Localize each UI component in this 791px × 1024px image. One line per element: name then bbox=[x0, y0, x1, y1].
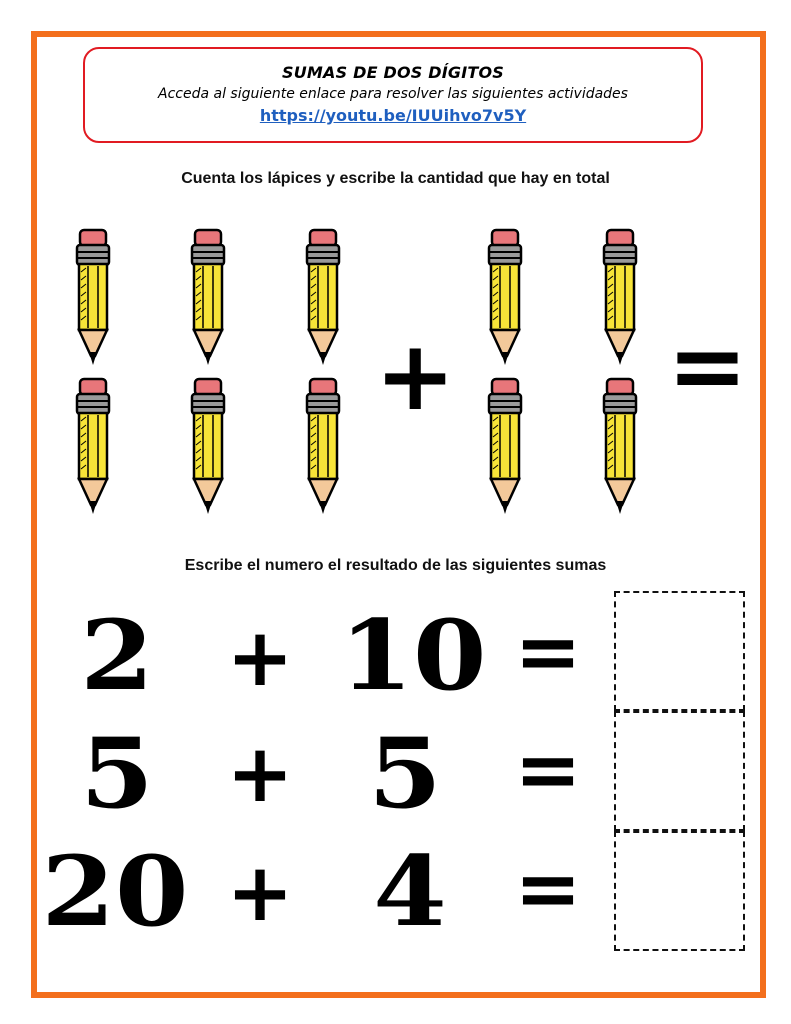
addend-a: 20 bbox=[41, 835, 189, 948]
instruction-sums: Escribe el numero el resultado de las siguientes sumas bbox=[184, 557, 607, 574]
answer-box[interactable] bbox=[614, 831, 745, 951]
pencil-icon bbox=[183, 377, 233, 517]
equals-sign: = bbox=[514, 723, 582, 816]
pencil-icon bbox=[595, 228, 645, 368]
equals-sign: = bbox=[514, 842, 582, 935]
pencil-icon bbox=[68, 377, 118, 517]
pencil-icon bbox=[480, 377, 530, 517]
addend-b: 5 bbox=[368, 717, 442, 830]
answer-box[interactable] bbox=[614, 711, 745, 831]
answer-box[interactable] bbox=[614, 591, 745, 711]
page-title: SUMAS DE DOS DÍGITOS bbox=[281, 63, 505, 82]
addend-b: 10 bbox=[339, 599, 487, 712]
plus-sign: + bbox=[226, 611, 294, 704]
plus-sign: + bbox=[375, 320, 456, 432]
pencil-icon bbox=[595, 377, 645, 517]
pencil-icon bbox=[480, 228, 530, 368]
addend-b: 4 bbox=[373, 835, 447, 948]
plus-sign: + bbox=[226, 846, 294, 939]
instruction-count-pencils: Cuenta los lápices y escribe la cantidad que hay en total bbox=[181, 170, 610, 187]
plus-sign: + bbox=[226, 727, 294, 820]
video-link[interactable]: https://youtu.be/IUUihvo7v5Y bbox=[259, 106, 527, 125]
equals-sign: = bbox=[667, 310, 748, 422]
pencil-icon bbox=[68, 228, 118, 368]
header-subtitle: Acceda al siguiente enlace para resolver las siguientes actividades bbox=[158, 86, 628, 102]
addend-a: 2 bbox=[80, 599, 154, 712]
pencil-icon bbox=[183, 228, 233, 368]
pencil-icon bbox=[298, 377, 348, 517]
equals-sign: = bbox=[514, 605, 582, 698]
addend-a: 5 bbox=[80, 717, 154, 830]
pencil-icon bbox=[298, 228, 348, 368]
header-box bbox=[83, 47, 703, 143]
